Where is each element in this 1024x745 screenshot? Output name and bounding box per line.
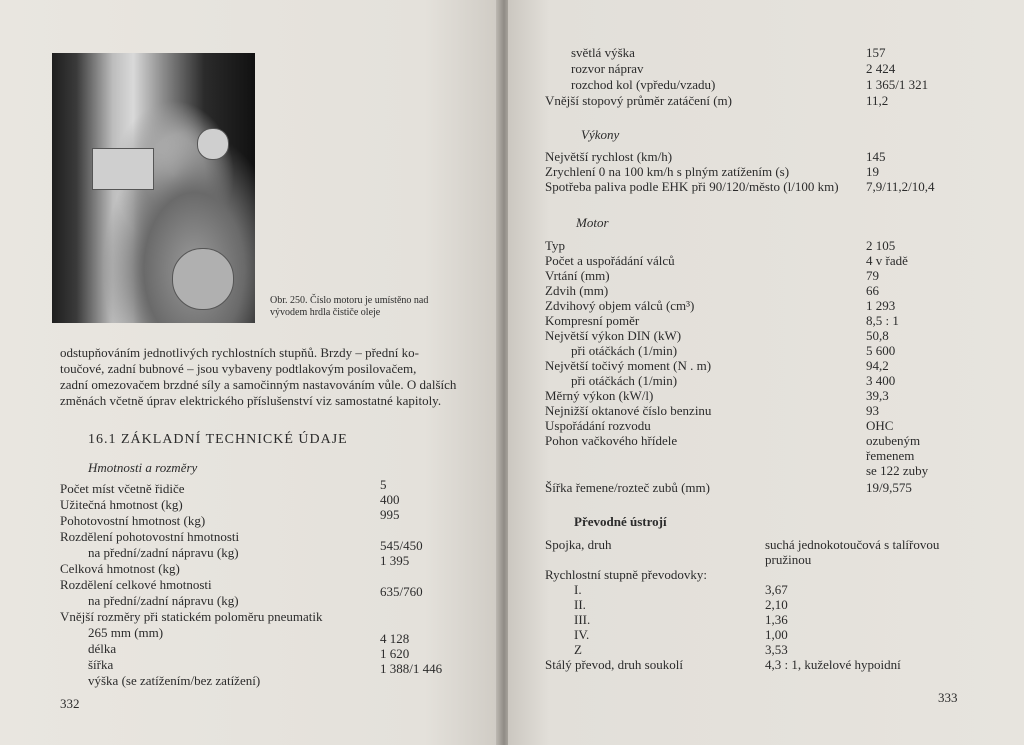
spec-label: rozvor náprav bbox=[571, 61, 644, 76]
spec-value: 3 400 bbox=[866, 373, 896, 388]
spec-value: 4 128 bbox=[380, 631, 410, 646]
spec-label: Kompresní poměr bbox=[545, 313, 640, 328]
spec-value: 545/450 bbox=[380, 538, 423, 553]
spec-label: délka bbox=[88, 641, 117, 656]
spec-value: 157 bbox=[866, 45, 886, 60]
spec-value: 5 bbox=[380, 477, 387, 492]
spec-value: 2 424 bbox=[866, 61, 896, 76]
spec-value: 2 105 bbox=[866, 238, 896, 253]
vykony-title: Výkony bbox=[581, 127, 620, 142]
spec-label: Vnější rozměry při statickém poloměru pneumatik bbox=[60, 609, 323, 624]
spec-label: Šířka řemene/rozteč zubů (mm) bbox=[545, 480, 710, 495]
gear-label: Z bbox=[574, 642, 582, 657]
left-page bbox=[0, 0, 500, 745]
spec-value: OHC bbox=[866, 418, 894, 433]
gear-label: IV. bbox=[574, 627, 590, 642]
spec-label: Užitečná hmotnost (kg) bbox=[60, 497, 183, 512]
spec-label: Největší výkon DIN (kW) bbox=[545, 328, 682, 343]
spec-value: 1 620 bbox=[380, 646, 410, 661]
paragraph-line-4: změnách včetně úprav elektrického příslušenství viz samostatné kapitoly. bbox=[60, 393, 442, 408]
spec-value: 145 bbox=[866, 149, 886, 164]
paragraph-line-1: odstupňováním jednotlivých rychlostních stupňů. Brzdy – přední ko- bbox=[60, 345, 419, 360]
spec-value: řemenem bbox=[866, 448, 915, 463]
gear-label: I. bbox=[574, 582, 582, 597]
spec-label: rozchod kol (vpředu/vzadu) bbox=[571, 77, 716, 92]
right-page bbox=[508, 0, 1024, 745]
prevod-title: Převodné ústrojí bbox=[574, 514, 667, 529]
spec-value: se 122 zuby bbox=[866, 463, 929, 478]
spec-label: Pohotovostní hmotnost (kg) bbox=[60, 513, 206, 528]
spec-label: Zdvihový objem válců (cm³) bbox=[545, 298, 695, 313]
spec-value: 8,5 : 1 bbox=[866, 313, 899, 328]
spec-label: 265 mm (mm) bbox=[88, 625, 164, 640]
spec-label: Nejnižší oktanové číslo benzinu bbox=[545, 403, 712, 418]
spec-value: 1 365/1 321 bbox=[866, 77, 929, 92]
spec-value: 79 bbox=[866, 268, 879, 283]
spec-value: 4 v řadě bbox=[866, 253, 908, 268]
staly-label: Stálý převod, druh soukolí bbox=[545, 657, 683, 672]
spojka-value-line-1: suchá jednokotoučová s talířovou bbox=[765, 537, 940, 552]
spec-value: ozubeným bbox=[866, 433, 921, 448]
spec-value: 7,9/11,2/10,4 bbox=[866, 179, 935, 194]
gear-label: II. bbox=[574, 597, 586, 612]
spec-label: Největší točivý moment (N . m) bbox=[545, 358, 712, 373]
page-number: 333 bbox=[938, 690, 958, 705]
spec-label: Zrychlení 0 na 100 km/h s plným zatížením (s) bbox=[545, 164, 790, 179]
spec-value: 1 388/1 446 bbox=[380, 661, 443, 676]
spec-label: Zdvih (mm) bbox=[545, 283, 609, 298]
engine-photo bbox=[52, 53, 255, 323]
photo-caption-line-1: Obr. 250. Číslo motoru je umístěno nad bbox=[270, 295, 429, 306]
spec-label: při otáčkách (1/min) bbox=[571, 343, 678, 358]
spec-label: Vnější stopový průměr zatáčení (m) bbox=[545, 93, 732, 108]
spec-value: 39,3 bbox=[866, 388, 889, 403]
subsection-title: Hmotnosti a rozměry bbox=[88, 460, 198, 475]
gear-value: 3,67 bbox=[765, 582, 788, 597]
spojka-value-line-2: pružinou bbox=[765, 552, 812, 567]
gear-value: 2,10 bbox=[765, 597, 788, 612]
spec-label: Počet a uspořádání válců bbox=[545, 253, 675, 268]
spec-label: Rozdělení celkové hmotnosti bbox=[60, 577, 212, 592]
spec-label: Největší rychlost (km/h) bbox=[545, 149, 673, 164]
spec-label: světlá výška bbox=[571, 45, 635, 60]
spec-label: Celková hmotnost (kg) bbox=[60, 561, 180, 576]
spec-value: 11,2 bbox=[866, 93, 889, 108]
spec-label: Uspořádání rozvodu bbox=[545, 418, 651, 433]
spec-value: 400 bbox=[380, 492, 400, 507]
gear-value: 3,53 bbox=[765, 642, 788, 657]
page-number: 332 bbox=[60, 696, 80, 711]
spec-value: 1 293 bbox=[866, 298, 896, 313]
spec-label: na přední/zadní nápravu (kg) bbox=[88, 545, 239, 560]
spec-value: 19 bbox=[866, 164, 879, 179]
spec-label: Rozdělení pohotovostní hmotnosti bbox=[60, 529, 240, 544]
spec-label: výška (se zatížením/bez zatížení) bbox=[88, 673, 261, 688]
gear-label: III. bbox=[574, 612, 591, 627]
spec-label: při otáčkách (1/min) bbox=[571, 373, 678, 388]
spec-value: 93 bbox=[866, 403, 879, 418]
staly-value: 4,3 : 1, kuželové hypoidní bbox=[765, 657, 901, 672]
spec-label: na přední/zadní nápravu (kg) bbox=[88, 593, 239, 608]
spec-value: 50,8 bbox=[866, 328, 889, 343]
spec-value: 1 395 bbox=[380, 553, 410, 568]
rychlosti-label: Rychlostní stupně převodovky: bbox=[545, 567, 707, 582]
paragraph-line-3: zadní omezovačem brzdné síly a samočinným nastavováním vůle. O dalších bbox=[60, 377, 457, 392]
spec-value: 94,2 bbox=[866, 358, 889, 373]
spec-value: 995 bbox=[380, 507, 400, 522]
spec-value: 66 bbox=[866, 283, 879, 298]
spec-value: 635/760 bbox=[380, 584, 423, 599]
spec-value: 19/9,575 bbox=[866, 480, 912, 495]
spec-label: Pohon vačkového hřídele bbox=[545, 433, 678, 448]
gear-value: 1,36 bbox=[765, 612, 788, 627]
photo-caption-line-2: vývodem hrdla čističe oleje bbox=[270, 307, 381, 318]
spec-value: 5 600 bbox=[866, 343, 896, 358]
motor-title: Motor bbox=[576, 215, 609, 230]
gear-value: 1,00 bbox=[765, 627, 788, 642]
spec-label: Vrtání (mm) bbox=[545, 268, 610, 283]
spec-label: Typ bbox=[545, 238, 566, 253]
spec-label: Měrný výkon (kW/l) bbox=[545, 388, 654, 403]
spojka-label: Spojka, druh bbox=[545, 537, 612, 552]
section-title: 16.1 ZÁKLADNÍ TECHNICKÉ ÚDAJE bbox=[88, 432, 348, 447]
paragraph-line-2: toučové, zadní bubnové – jsou vybaveny podtlakovým posilovačem, bbox=[60, 361, 417, 376]
spec-label: šířka bbox=[88, 657, 114, 672]
spec-label: Spotřeba paliva podle EHK při 90/120/město (l/100 km) bbox=[545, 179, 839, 194]
spec-label: Počet míst včetně řidiče bbox=[60, 481, 185, 496]
